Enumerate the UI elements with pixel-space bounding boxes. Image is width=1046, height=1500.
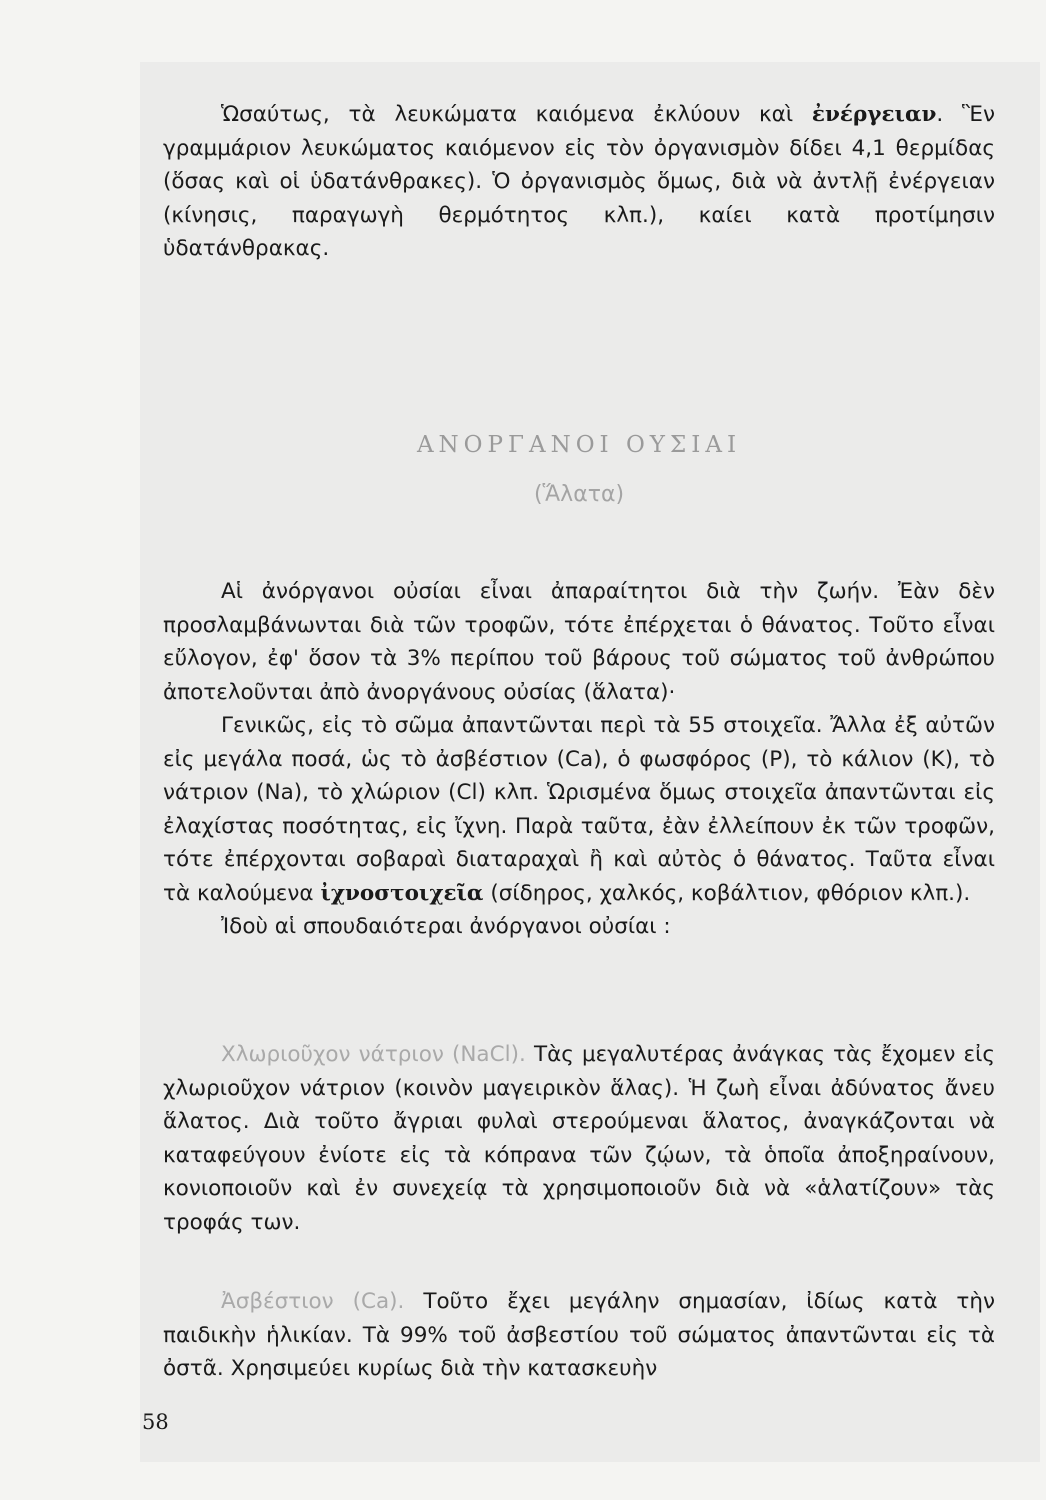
- entry-title: Χλωριοῦχον νάτριον (NaCl).: [221, 1042, 526, 1067]
- intro-bold-term: ἐνέργειαν: [811, 102, 937, 127]
- entry-sodium-chloride: [163, 1038, 995, 1239]
- trace-elements-term: ἰχνοστοιχεῖα: [320, 880, 484, 906]
- intro-text-end: . Ἓν γραμμάριον λευκώματος καιόμενον εἰς τὸν ὀργανισμὸν δίδει 4,1 θερμίδας (ὅσας καὶ οἱ ὑδατάνθρακες). Ὁ ὀργανισμὸς ὅμως, διὰ νὰ ἀντλῇ ἐνέργειαν (κίνησις, παραγωγὴ θερμότητος κλπ.), καίει κατὰ προτίμησιν ὑδατάνθρακας.: [163, 102, 995, 261]
- body-paragraph-3: Ἰδοὺ αἱ σπουδαιότεραι ἀνόργανοι οὐσίαι :: [221, 914, 671, 939]
- page-number: 58: [142, 1410, 169, 1434]
- entry-text: Τοῦτο ἔχει μεγάλην σημασίαν, ἰδίως κατὰ τὴν παιδικὴν ἡλικίαν. Τὰ 99% τοῦ ἀσβεστίου τοῦ σώματος ἀπαντῶνται εἰς τὰ ὀστᾶ. Χρησιμεύει κυρίως διὰ τὴν κατασκευὴν: [163, 1289, 995, 1381]
- body-paragraph-2: [163, 709, 995, 910]
- section-heading: ΑΝΟΡΓΑΝΟΙ ΟΥΣΙΑΙ: [416, 432, 742, 458]
- body-paragraph-1: Αἱ ἀνόργανοι οὐσίαι εἶναι ἀπαραίτητοι διὰ τὴν ζωήν. Ἐὰν δὲν προσλαμβάνωνται διὰ τῶν τροφῶν, τότε ἐπέρχεται ὁ θάνατος. Τοῦτο εἶναι εὔλογον, ἐφ' ὅσον τὰ 3% περίπου τοῦ βάρους τοῦ σώματος τοῦ ἀνθρώπου ἀποτελοῦνται ἀπὸ ἀνοργάνους οὐσίας (ἅλατα)·: [163, 579, 995, 705]
- intro-text-start: Ὡσαύτως, τὰ λευκώματα καιόμενα ἐκλύουν καὶ: [221, 102, 794, 127]
- section-body: [163, 575, 995, 944]
- entry-calcium: [163, 1285, 995, 1386]
- entry-title: Ἀσβέστιον (Ca).: [221, 1289, 405, 1314]
- body-paragraph-2-end: (σίδηρος, χαλκός, κοβάλτιον, φθόριον κλπ.).: [490, 880, 971, 906]
- section-subheading: (Ἅλατα): [533, 482, 625, 507]
- body-paragraph-2-text: Γενικῶς, εἰς τὸ σῶμα ἀπαντῶνται περὶ τὰ 55 στοιχεῖα. Ἄλλα ἐξ αὐτῶν εἰς μεγάλα ποσά, ὡς τὸ ἀσβέστιον (Ca), ὁ φωσφόρος (P), τὸ κάλιον (K), τὸ νάτριον (Na), τὸ χλώριον (Cl) κλπ. Ὡρισμένα ὅμως στοιχεῖα ἀπαντῶνται εἰς ἐλαχίστας ποσότητας, εἰς ἴχνη. Παρὰ ταῦτα, ἐὰν ἐλλείπουν ἐκ τῶν τροφῶν, τότε ἐπέρχονται σοβαραὶ διαταραχαὶ ἢ καὶ αὐτὸς ὁ θάνατος. Ταῦτα εἶναι τὰ καλούμενα: [163, 713, 995, 906]
- intro-paragraph: [163, 98, 995, 266]
- entry-text: Τὰς μεγαλυτέρας ἀνάγκας τὰς ἔχομεν εἰς χλωριοῦχον νάτριον (κοινὸν μαγειρικὸν ἅλας). Ἡ ζωὴ εἶναι ἀδύνατος ἄνευ ἅλατος. Διὰ τοῦτο ἄγριαι φυλαὶ στερούμεναι ἅλατος, ἀναγκάζονται νὰ καταφεύγουν ἐνίοτε εἰς τὰ κόπρανα τῶν ζῴων, τὰ ὁποῖα ἀποξηραίνουν, κονιοποιοῦν καὶ ἐν συνεχείᾳ τὰ χρησιμοποιοῦν διὰ νὰ «ἁλατίζουν» τὰς τροφάς των.: [163, 1042, 996, 1235]
